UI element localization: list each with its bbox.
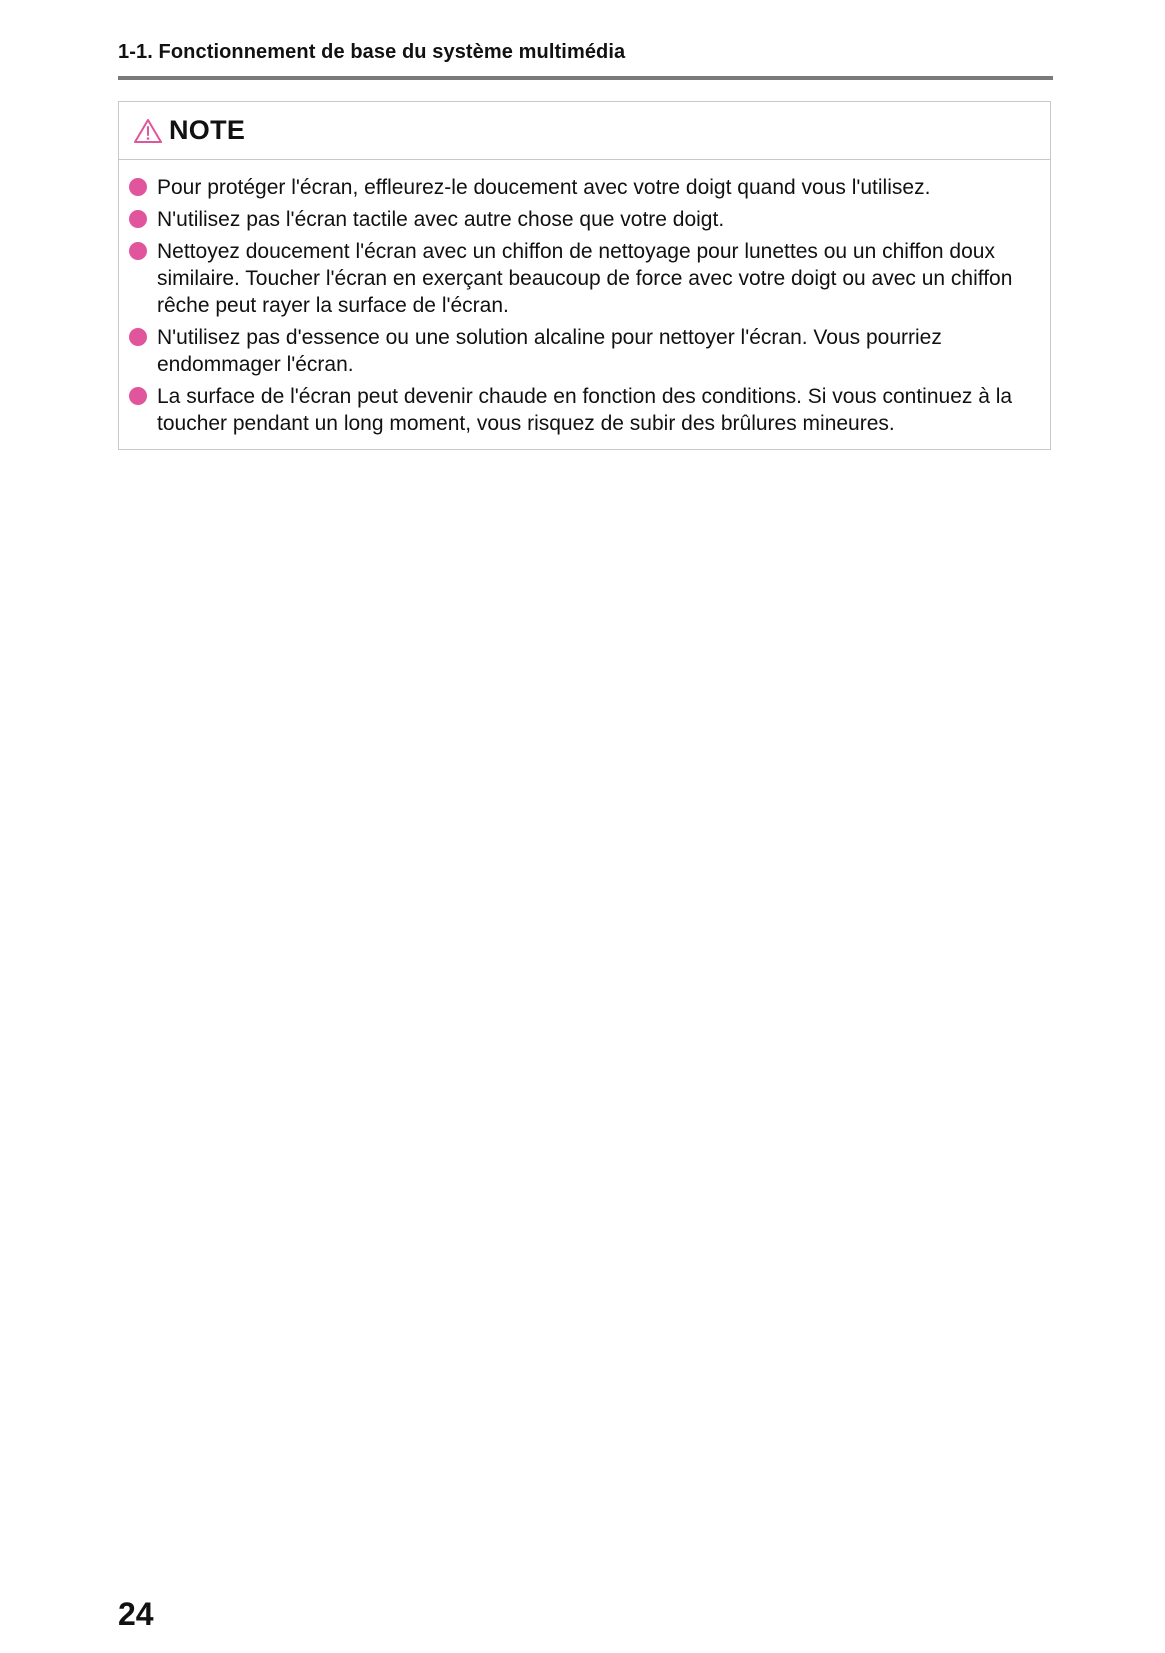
note-list [119, 160, 1050, 437]
bullet-icon [129, 328, 147, 346]
note-box [118, 101, 1051, 450]
bullet-icon [129, 387, 147, 405]
bullet-icon [129, 210, 147, 228]
note-item-text: N'utilisez pas d'essence ou une solution alcaline pour nettoyer l'écran. Vous pourriez endommager l'écran. [157, 326, 942, 376]
bullet-icon [129, 242, 147, 260]
header-rule [118, 76, 1053, 80]
note-item [129, 174, 1030, 201]
note-item [129, 324, 1030, 378]
page-number: 24 [118, 1596, 154, 1632]
note-item-text: Pour protéger l'écran, effleurez-le doucement avec votre doigt quand vous l'utilisez. [157, 176, 931, 199]
section-title: 1-1. Fonctionnement de base du système multimédia [118, 41, 626, 63]
warning-triangle-icon [133, 118, 163, 144]
note-item [129, 238, 1030, 319]
page-header [118, 36, 1053, 80]
note-item-text: Nettoyez doucement l'écran avec un chiffon de nettoyage pour lunettes ou un chiffon doux similaire. Toucher l'écran en exerçant beaucoup de force avec votre doigt ou avec un chiffon rêche peut rayer la surface de l'écran. [157, 240, 1013, 317]
note-item-text: N'utilisez pas l'écran tactile avec autre chose que votre doigt. [157, 208, 725, 231]
note-item [129, 383, 1030, 437]
note-item-text: La surface de l'écran peut devenir chaude en fonction des conditions. Si vous continuez à la toucher pendant un long moment, vous risquez de subir des brûlures mineures. [157, 385, 1013, 435]
note-header [119, 102, 1050, 160]
bullet-icon [129, 178, 147, 196]
note-title: NOTE [169, 115, 246, 145]
note-item [129, 206, 1030, 233]
